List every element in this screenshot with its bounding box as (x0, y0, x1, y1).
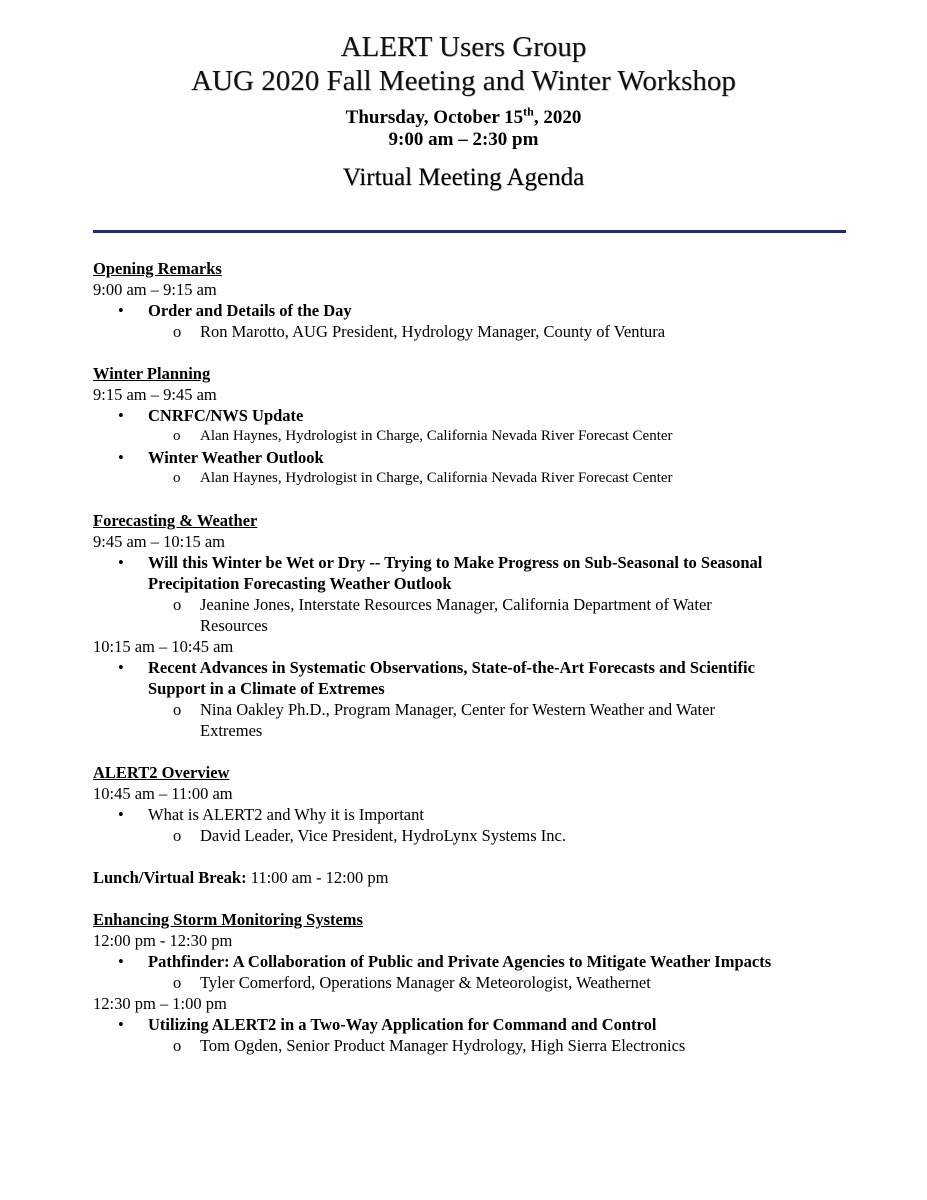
meeting-date (0, 104, 927, 129)
speaker-line: Resources (200, 616, 268, 635)
title-line-1: ALERT Users Group (340, 31, 587, 63)
lunch-label: Lunch/Virtual Break: (93, 868, 247, 887)
speaker (93, 699, 853, 741)
item-line: Will this Winter be Wet or Dry -- Trying to Make Progress on Sub-Seasonal to Seasonal (148, 553, 763, 572)
speaker-line: Extremes (200, 721, 263, 740)
speaker: o Tyler Comerford, Operations Manager & Meteorologist, Weathernet (93, 972, 853, 993)
speaker: o Alan Haynes, Hydrologist in Charge, California Nevada River Forecast Center (93, 426, 853, 447)
time-slot: 9:15 am – 9:45 am (93, 385, 217, 404)
spacer (93, 888, 853, 909)
spacer (93, 846, 853, 867)
speaker-line: Nina Oakley Ph.D., Program Manager, Center for Western Weather and Water (200, 700, 715, 719)
item-line: Precipitation Forecasting Weather Outlook (148, 574, 452, 593)
time-slot: 9:00 am – 9:15 am (93, 280, 217, 299)
date-main: Thursday, October 15 (345, 107, 524, 128)
item-line: Support in a Climate of Extremes (148, 679, 385, 698)
page-subtitle: Virtual Meeting Agenda (342, 164, 585, 191)
lunch-break (93, 867, 853, 888)
agenda-item: • Pathfinder: A Collaboration of Public and Private Agencies to Mitigate Weather Impacts (93, 951, 853, 972)
section-title-winter-planning: Winter Planning (93, 364, 211, 383)
header-divider (93, 230, 846, 233)
agenda-item: • CNRFC/NWS Update (93, 405, 853, 426)
time-slot: 12:30 pm – 1:00 pm (93, 994, 227, 1013)
time-slot: 12:00 pm - 12:30 pm (93, 931, 233, 950)
page-header (0, 30, 927, 193)
lunch-time: 11:00 am - 12:00 pm (246, 868, 389, 887)
speaker: o Alan Haynes, Hydrologist in Charge, California Nevada River Forecast Center (93, 468, 853, 489)
date-year: , 2020 (533, 107, 582, 128)
agenda-item: • Winter Weather Outlook (93, 447, 853, 468)
agenda-item (93, 657, 853, 699)
section-title-forecasting-weather: Forecasting & Weather (93, 511, 258, 530)
speaker (93, 594, 853, 636)
title-line-2: AUG 2020 Fall Meeting and Winter Workshop (191, 65, 736, 97)
speaker: o David Leader, Vice President, HydroLynx Systems Inc. (93, 825, 853, 846)
section-title-opening-remarks: Opening Remarks (93, 259, 222, 278)
section-title-storm-monitoring: Enhancing Storm Monitoring Systems (93, 910, 363, 929)
speaker: o Ron Marotto, AUG President, Hydrology Manager, County of Ventura (93, 321, 853, 342)
agenda-item: • Order and Details of the Day (93, 300, 853, 321)
meeting-time: 9:00 am – 2:30 pm (388, 129, 539, 150)
time-slot: 10:15 am – 10:45 am (93, 637, 234, 656)
speaker-line: Jeanine Jones, Interstate Resources Manager, California Department of Water (200, 595, 712, 614)
spacer (93, 489, 853, 510)
spacer (93, 342, 853, 363)
agenda-item (93, 552, 853, 594)
speaker: o Tom Ogden, Senior Product Manager Hydrology, High Sierra Electronics (93, 1035, 853, 1056)
agenda-item: • What is ALERT2 and Why it is Important (93, 804, 853, 825)
agenda-item: • Utilizing ALERT2 in a Two-Way Application for Command and Control (93, 1014, 853, 1035)
spacer (93, 741, 853, 762)
section-title-alert2-overview: ALERT2 Overview (93, 763, 230, 782)
time-slot: 10:45 am – 11:00 am (93, 784, 233, 803)
date-suffix: th (523, 104, 534, 119)
time-slot: 9:45 am – 10:15 am (93, 532, 225, 551)
agenda-body (93, 258, 853, 1056)
item-line: Recent Advances in Systematic Observations, State-of-the-Art Forecasts and Scientific (148, 658, 755, 677)
